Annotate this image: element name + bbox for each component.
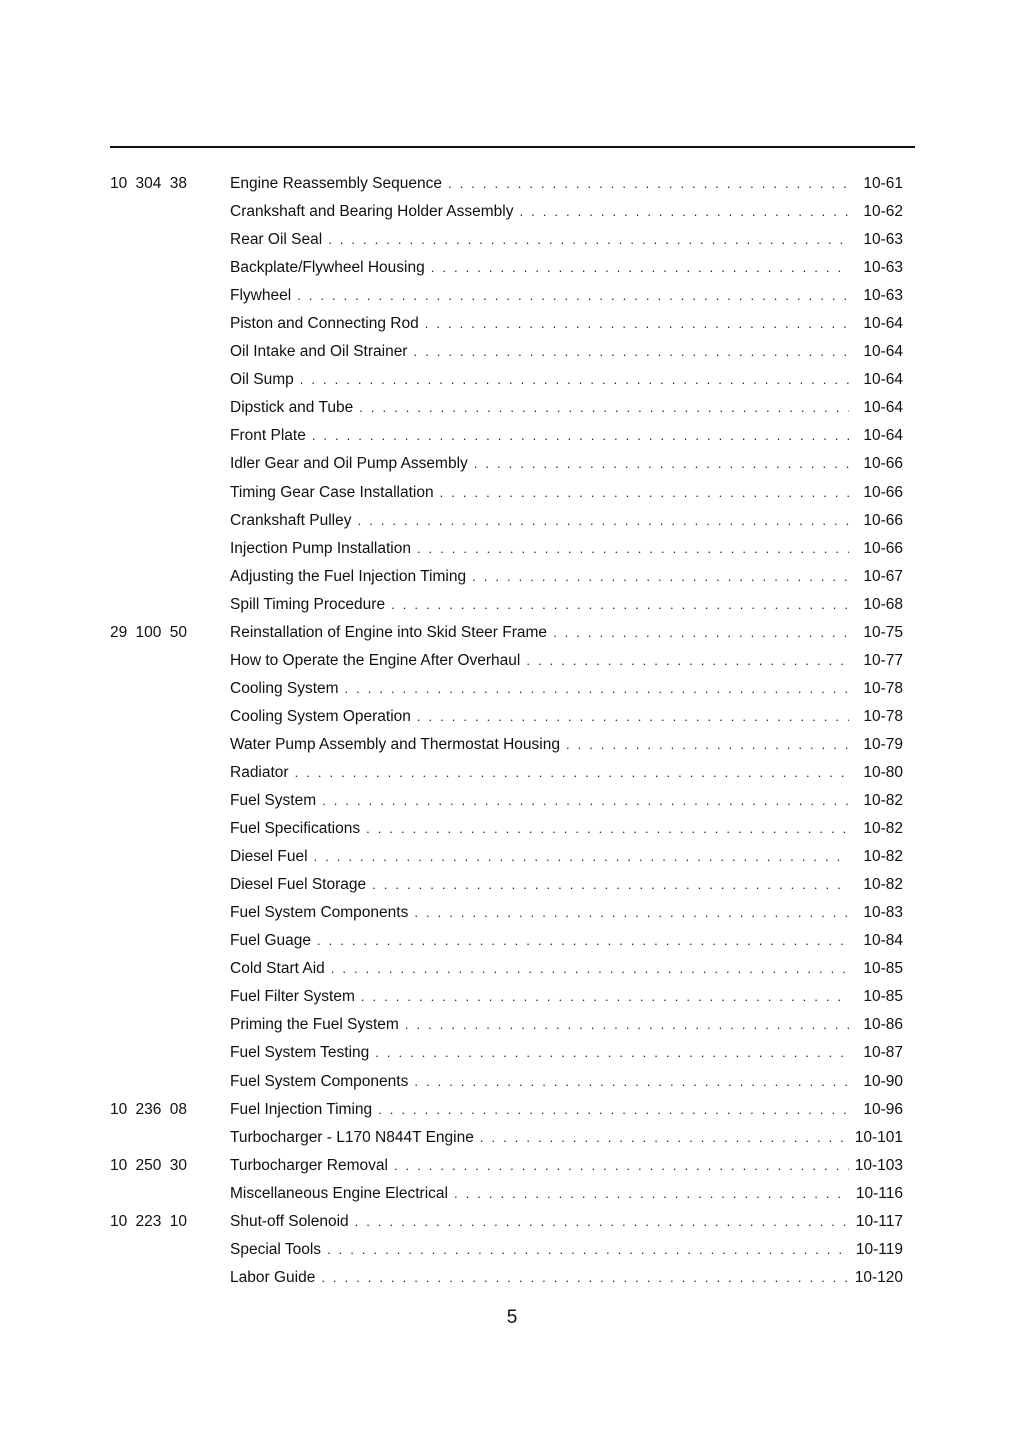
dot-leader <box>321 1264 849 1292</box>
entry-page: 10-78 <box>863 679 903 697</box>
toc-row[interactable] <box>110 787 903 815</box>
toc-row[interactable] <box>110 703 903 731</box>
entry-title: Diesel Fuel Storage <box>230 876 367 894</box>
dot-leader <box>414 1068 849 1096</box>
toc-row[interactable] <box>110 226 903 254</box>
toc-row[interactable] <box>110 1236 903 1264</box>
dot-leader <box>331 955 849 983</box>
entry-title: Idler Gear and Oil Pump Assembly <box>230 455 468 473</box>
dot-leader <box>413 338 849 366</box>
entry-page: 10-80 <box>863 763 903 781</box>
entry-page: 10-116 <box>855 1184 903 1202</box>
dot-leader <box>448 170 849 198</box>
entry-title: Crankshaft and Bearing Holder Assembly <box>230 203 514 221</box>
entry-page: 10-61 <box>863 175 903 192</box>
dot-leader <box>417 535 849 563</box>
entry-page: 10-79 <box>863 735 903 753</box>
dot-leader <box>314 843 849 871</box>
entry-title: Miscellaneous Engine Electrical <box>230 1184 448 1202</box>
entry-title: Water Pump Assembly and Thermostat Housing <box>230 735 560 753</box>
entry-page: 10-82 <box>863 876 903 894</box>
toc-row[interactable] <box>110 899 903 927</box>
entry-page: 10-117 <box>855 1212 903 1230</box>
section-code: 10 304 38 <box>110 175 187 192</box>
entry-title: Diesel Fuel <box>230 848 308 866</box>
toc-row[interactable] <box>110 1180 903 1208</box>
toc-row[interactable] <box>110 759 903 787</box>
dot-leader <box>472 563 849 591</box>
entry-page: 10-63 <box>863 287 903 305</box>
entry-page: 10-64 <box>863 315 903 333</box>
toc-row[interactable] <box>110 1264 903 1292</box>
entry-title: Spill Timing Procedure <box>230 595 386 613</box>
dot-leader <box>345 675 849 703</box>
entry-title: Reinstallation of Engine into Skid Steer Frame <box>230 623 548 641</box>
entry-page: 10-82 <box>863 820 903 838</box>
toc-row[interactable] <box>110 310 903 338</box>
entry-page: 10-63 <box>863 231 903 249</box>
header-rule <box>110 146 915 148</box>
dot-leader <box>295 759 849 787</box>
entry-page: 10-101 <box>854 1128 903 1146</box>
dot-leader <box>317 927 849 955</box>
toc-row[interactable] <box>110 591 903 619</box>
dot-leader <box>480 1124 849 1152</box>
toc-row[interactable] <box>110 1039 903 1067</box>
entry-title: Fuel Injection Timing <box>230 1100 373 1118</box>
entry-page: 10-90 <box>863 1072 903 1090</box>
entry-title: Special Tools <box>230 1240 322 1258</box>
entry-title: Adjusting the Fuel Injection Timing <box>230 567 467 585</box>
dot-leader <box>327 1236 849 1264</box>
toc-row[interactable] <box>110 647 903 675</box>
dot-leader <box>355 1208 849 1236</box>
entry-page: 10-66 <box>863 483 903 501</box>
entry-page: 10-64 <box>863 427 903 445</box>
entry-title: Turbocharger - L170 N844T Engine <box>230 1128 474 1146</box>
dot-leader <box>391 591 849 619</box>
toc-row[interactable] <box>110 394 903 422</box>
entry-title: Fuel System Testing <box>230 1044 370 1062</box>
entry-page: 10-66 <box>863 539 903 557</box>
toc-row[interactable] <box>110 1124 903 1152</box>
entry-title: Piston and Connecting Rod <box>230 315 419 333</box>
entry-title: Fuel System <box>230 792 317 810</box>
dot-leader <box>454 1180 849 1208</box>
entry-title: Rear Oil Seal <box>230 231 323 249</box>
entry-page: 10-96 <box>863 1100 903 1118</box>
entry-title: Oil Sump <box>230 371 294 389</box>
entry-title: How to Operate the Engine After Overhaul <box>230 651 521 669</box>
entry-page: 10-84 <box>863 932 903 950</box>
dot-leader <box>357 507 849 535</box>
toc-row[interactable] <box>110 198 903 226</box>
toc-row[interactable] <box>110 871 903 899</box>
dot-leader <box>553 619 849 647</box>
dot-leader <box>359 394 849 422</box>
entry-page: 10-62 <box>863 203 903 221</box>
entry-page: 10-64 <box>863 399 903 417</box>
entry-title: Shut-off Solenoid <box>230 1212 349 1230</box>
dot-leader <box>519 198 849 226</box>
entry-title: Injection Pump Installation <box>230 539 411 557</box>
toc-row[interactable] <box>110 927 903 955</box>
entry-title: Radiator <box>230 763 289 781</box>
toc-row[interactable] <box>110 507 903 535</box>
dot-leader <box>322 787 849 815</box>
entry-title: Backplate/Flywheel Housing <box>230 259 425 277</box>
dot-leader <box>366 815 849 843</box>
entry-title: Fuel Filter System <box>230 988 355 1006</box>
entry-title: Dipstick and Tube <box>230 399 354 417</box>
entry-title: Fuel System Components <box>230 904 409 922</box>
entry-title: Fuel System Components <box>230 1072 409 1090</box>
dot-leader <box>361 983 849 1011</box>
dot-leader <box>312 422 849 450</box>
entry-page: 10-77 <box>863 651 903 669</box>
toc-row[interactable] <box>110 254 903 282</box>
entry-title: Priming the Fuel System <box>230 1016 399 1034</box>
entry-title: Cold Start Aid <box>230 960 325 978</box>
entry-page: 10-82 <box>863 792 903 810</box>
dot-leader <box>440 479 849 507</box>
entry-page: 10-103 <box>854 1156 903 1174</box>
entry-title: Cooling System Operation <box>230 707 411 725</box>
entry-page: 10-120 <box>854 1268 903 1286</box>
dot-leader <box>328 226 849 254</box>
toc-row[interactable] <box>110 1096 903 1124</box>
section-code: 29 100 50 <box>110 623 187 641</box>
entry-title: Oil Intake and Oil Strainer <box>230 343 408 361</box>
toc-row[interactable] <box>110 983 903 1011</box>
dot-leader <box>372 871 849 899</box>
toc-row[interactable] <box>110 282 903 310</box>
entry-title: Front Plate <box>230 427 306 445</box>
dot-leader <box>300 366 849 394</box>
dot-leader <box>375 1039 849 1067</box>
toc-row[interactable] <box>110 479 903 507</box>
toc-row[interactable] <box>110 1011 903 1039</box>
dot-leader <box>425 310 849 338</box>
toc-row[interactable] <box>110 366 903 394</box>
dot-leader <box>394 1152 849 1180</box>
entry-title: Fuel Guage <box>230 932 311 950</box>
entry-page: 10-83 <box>863 904 903 922</box>
dot-leader <box>417 703 849 731</box>
dot-leader <box>431 254 849 282</box>
toc-row[interactable] <box>110 731 903 759</box>
entry-title: Fuel Specifications <box>230 820 361 838</box>
entry-title: Turbocharger Removal <box>230 1156 388 1174</box>
entry-title: Labor Guide <box>230 1268 316 1286</box>
dot-leader <box>414 899 849 927</box>
toc-row[interactable] <box>110 955 903 983</box>
dot-leader <box>378 1096 849 1124</box>
entry-page: 10-85 <box>863 988 903 1006</box>
toc-row[interactable] <box>110 450 903 478</box>
page-number: 5 <box>506 1307 518 1328</box>
dot-leader <box>526 647 849 675</box>
toc-row[interactable] <box>110 619 903 647</box>
entry-page: 10-64 <box>863 343 903 361</box>
entry-title: Engine Reassembly Sequence <box>230 175 442 192</box>
entry-title: Crankshaft Pulley <box>230 511 352 529</box>
entry-page: 10-67 <box>863 567 903 585</box>
entry-page: 10-68 <box>863 595 903 613</box>
entry-title: Timing Gear Case Installation <box>230 483 434 501</box>
entry-page: 10-87 <box>863 1044 903 1062</box>
entry-page: 10-75 <box>863 623 903 641</box>
dot-leader <box>297 282 849 310</box>
entry-page: 10-86 <box>863 1016 903 1034</box>
entry-page: 10-64 <box>863 371 903 389</box>
entry-page: 10-119 <box>855 1240 903 1258</box>
dot-leader <box>474 450 849 478</box>
toc-row[interactable] <box>110 843 903 871</box>
toc-row[interactable] <box>110 563 903 591</box>
toc-row[interactable] <box>110 338 903 366</box>
section-code: 10 250 30 <box>110 1156 187 1174</box>
entry-page: 10-78 <box>863 707 903 725</box>
toc-row[interactable] <box>110 1152 903 1180</box>
section-code: 10 236 08 <box>110 1100 187 1118</box>
entry-page: 10-66 <box>863 511 903 529</box>
toc-row[interactable] <box>110 675 903 703</box>
toc-row[interactable] <box>110 815 903 843</box>
table-of-contents <box>110 170 903 1292</box>
toc-row[interactable] <box>110 170 903 198</box>
section-code: 10 223 10 <box>110 1212 187 1230</box>
entry-title: Cooling System <box>230 679 339 697</box>
entry-page: 10-66 <box>863 455 903 473</box>
toc-row[interactable] <box>110 422 903 450</box>
dot-leader <box>566 731 849 759</box>
toc-row[interactable] <box>110 1208 903 1236</box>
entry-title: Flywheel <box>230 287 292 305</box>
entry-page: 10-82 <box>863 848 903 866</box>
toc-row[interactable] <box>110 535 903 563</box>
entry-page: 10-85 <box>863 960 903 978</box>
entry-page: 10-63 <box>863 259 903 277</box>
toc-row[interactable] <box>110 1068 903 1096</box>
dot-leader <box>405 1011 849 1039</box>
